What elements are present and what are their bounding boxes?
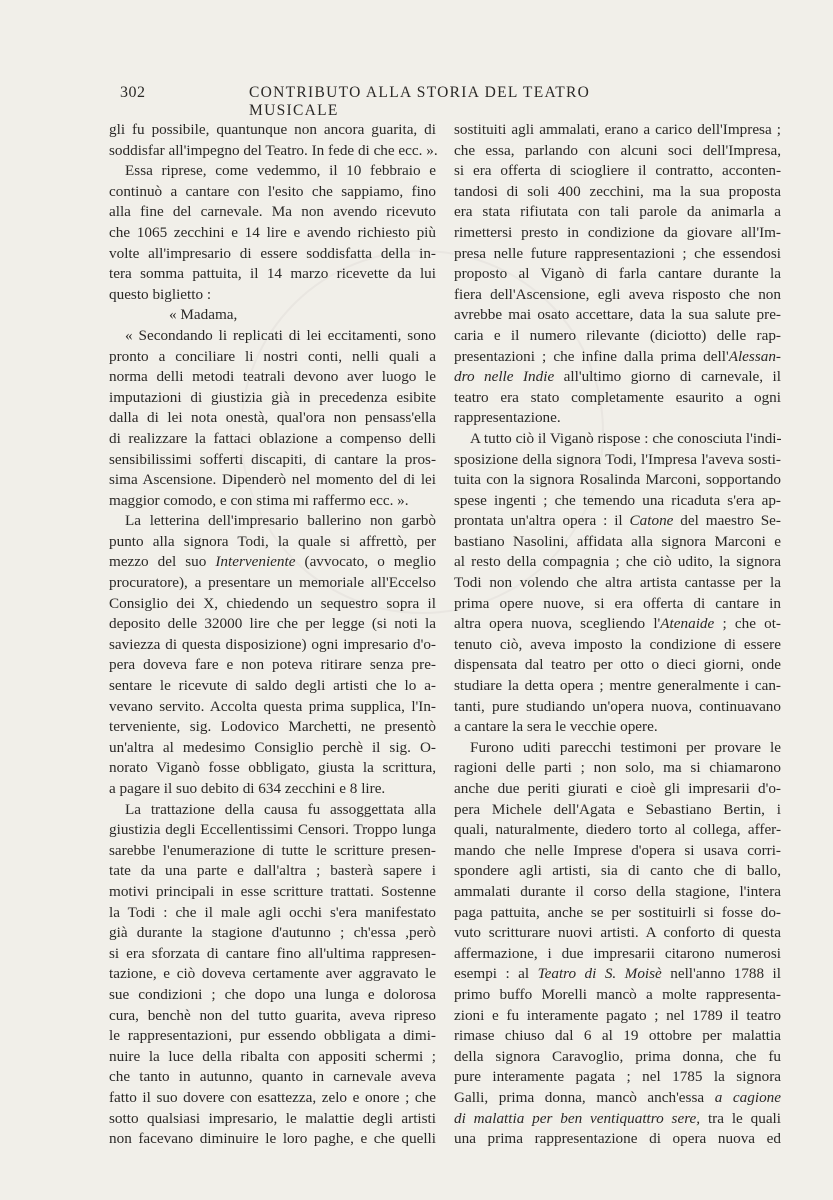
text-line <box>454 491 781 512</box>
text-line <box>109 450 436 471</box>
text-line <box>109 470 436 491</box>
text-line <box>109 861 436 882</box>
text-line <box>454 758 781 779</box>
text-segment: mando che nelle Imprese d'opera si usava corri- <box>454 841 781 859</box>
text-line <box>454 1067 781 1088</box>
text-line <box>109 738 436 759</box>
text-line <box>454 552 781 573</box>
text-segment: Furono uditi parecchi testimoni per provare le <box>470 738 781 756</box>
text-line <box>454 285 781 306</box>
text-segment: ammalati durante il corso della stagione, l'intera <box>454 882 781 900</box>
text-segment: le rappresentazioni, pur essendo obbligata a dimi- <box>109 1027 436 1045</box>
text-line <box>454 655 781 676</box>
text-segment: sima Ascensione. Dipenderò nel momento del di lei <box>109 471 436 489</box>
text-line <box>109 244 436 265</box>
text-segment: dispensata dal teatro per otto o dieci giorni, onde <box>454 656 781 674</box>
text-segment: vevano servito. Accolta questa prima supplica, l'In- <box>109 697 436 715</box>
text-line <box>109 532 436 553</box>
text-line <box>454 903 781 924</box>
italic-title: Interveniente <box>215 553 296 571</box>
text-line <box>109 779 436 800</box>
text-segment: tra le quali <box>700 1109 781 1127</box>
text-line <box>454 1109 781 1130</box>
text-segment: primo buffo Morelli mancò a molte rappresenta- <box>454 985 781 1003</box>
text-segment: fatto il suo dovere con esattezza, zelo e onore ; che <box>109 1088 436 1106</box>
text-segment: norato Viganò fosse obbligato, giusta la scrittura, <box>109 759 436 777</box>
italic-title: Alessan- <box>728 347 781 365</box>
text-segment: che 1065 zecchini e 14 lire e avendo richiesto più <box>109 223 436 241</box>
text-line <box>109 676 436 697</box>
text-line <box>454 367 781 388</box>
text-segment: che tanto in autunno, quanto in carnevale aveva <box>109 1068 436 1086</box>
text-segment: presa nelle future rappresentazioni ; che essendosi <box>454 244 781 262</box>
text-segment: alla fine del carnevale. Ma non avendo ricevuto <box>109 203 436 221</box>
text-line <box>109 408 436 429</box>
text-segment: a pagare il suo debito di 634 zecchini e 8 lire. <box>109 780 386 797</box>
text-line <box>109 985 436 1006</box>
text-line <box>454 841 781 862</box>
text-line <box>454 964 781 985</box>
text-segment: sentare le ricevute di saldo degli artisti che lo a- <box>109 677 436 695</box>
text-segment: tenuto ciò, aveva imposto la condizione di essere <box>454 635 781 653</box>
text-line <box>454 388 781 409</box>
text-segment: mezzo del suo <box>109 553 216 571</box>
text-segment: della signora Caravoglio, prima donna, che fu <box>454 1047 781 1065</box>
text-segment: La letterina dell'impresario ballerino non garbò <box>125 512 436 530</box>
text-segment: proposto al Viganò di farla cantare durante la <box>454 265 781 283</box>
text-segment: prima opere nuove, si era offerta di cantare in <box>454 594 781 612</box>
text-line <box>109 1129 436 1150</box>
text-segment: ragioni delle parti ; non solo, ma si chiamarono <box>454 759 781 777</box>
text-segment: continuò a cantare con l'esito che sappiamo, fino <box>109 182 436 200</box>
text-line <box>454 594 781 615</box>
text-line <box>109 594 436 615</box>
text-segment: procuratore), a presentare un memoriale all'Eccelso <box>109 574 436 592</box>
text-segment: una prima rappresentazione di opera nuova ed <box>454 1130 781 1148</box>
text-line <box>109 1088 436 1109</box>
text-line <box>109 182 436 203</box>
text-segment: saviezza di questa disposizione) ogni impresario d'o- <box>109 635 436 653</box>
text-line <box>454 923 781 944</box>
text-line <box>454 985 781 1006</box>
text-segment: Galli, prima donna, mancò anch'essa <box>454 1088 715 1106</box>
italic-title: dro nelle Indie <box>454 368 555 386</box>
text-segment: fiera dell'Ascensione, egli aveva risposto che non <box>454 285 781 303</box>
text-line <box>454 697 781 718</box>
text-segment: altra opera nuova, scegliendo l' <box>454 615 661 633</box>
text-line <box>109 635 436 656</box>
text-segment: sensibilissimi sofferti discapiti, di cantare la pros- <box>109 450 436 468</box>
text-segment: tanti, pure studiando un'opera nuova, continuavano <box>454 697 781 715</box>
text-segment: motivi principali in esse scritture trattati. Sostenne <box>109 882 436 900</box>
text-segment: rappresentazione. <box>454 409 561 427</box>
text-segment: tazione, e ciò doveva certamente aver aggravato le <box>109 965 436 983</box>
text-segment: zioni e fu interamente pagato ; nel 1789 il teatro <box>454 1006 781 1024</box>
text-line <box>109 1067 436 1088</box>
text-segment: A tutto ciò il Viganò rispose : che conosciuta l'indi- <box>470 429 782 447</box>
text-line <box>454 1088 781 1109</box>
text-segment: Todi non volendo che altra artista cantasse per la <box>454 574 781 592</box>
text-segment: Essa riprese, come vedemmo, il 10 febbraio e <box>125 162 436 180</box>
italic-title: Catone <box>629 512 674 530</box>
text-segment: vuto scritturare nuovi artisti. A conforto di questa <box>454 924 781 942</box>
text-segment: tandosi di soli 400 zecchini, ma la sua proposta <box>454 182 781 200</box>
text-segment: soddisfar all'impegno del Teatro. In fede di che ecc. ». <box>109 141 438 159</box>
text-segment: anche due periti giurati e cioè gli impresarii d'o- <box>454 780 781 797</box>
text-line <box>109 923 436 944</box>
text-line <box>109 614 436 635</box>
text-line <box>454 882 781 903</box>
text-line <box>454 202 781 223</box>
text-segment: bastiano Nasolini, affidata alla signora Marconi e <box>454 532 781 550</box>
text-segment: esempi : al <box>454 965 538 983</box>
text-segment: affermazione, i due impresarii citarono numerosi <box>454 944 781 962</box>
text-line <box>454 779 781 800</box>
text-line <box>454 820 781 841</box>
text-segment: « Madama, <box>169 306 238 324</box>
text-line <box>109 429 436 450</box>
text-line <box>109 944 436 965</box>
text-line <box>454 1047 781 1068</box>
text-segment: si era sforzata di cantare fino all'ultima rappresen- <box>109 944 436 962</box>
text-line <box>109 820 436 841</box>
page-number: 302 <box>120 84 146 101</box>
page-header <box>120 84 641 119</box>
text-segment: pera Michele dell'Agata e Sebastiano Bertin, i <box>454 800 781 818</box>
text-segment: (avvocato, o meglio <box>295 553 436 571</box>
text-segment: di realizzare la fattaci oblazione a compenso delli <box>109 429 436 447</box>
text-line <box>109 305 436 326</box>
text-segment: Consiglio dei X, chiedendo un sequestro sopra il <box>109 594 436 612</box>
text-line <box>109 841 436 862</box>
text-line <box>454 305 781 326</box>
text-line <box>109 511 436 532</box>
text-line <box>454 347 781 368</box>
text-line <box>109 120 436 141</box>
text-segment: gli fu possibile, quantunque non ancora guarita, di <box>109 121 436 138</box>
text-line <box>454 244 781 265</box>
text-line <box>454 450 781 471</box>
text-segment: tate da una parte e dall'altra ; basterà sapere i <box>109 862 436 880</box>
text-segment: La trattazione della causa fu assoggettata alla <box>125 800 436 818</box>
text-segment: nell'anno 1788 il <box>661 965 781 983</box>
text-segment: rimase chiuso dal 6 al 19 ottobre per malattia <box>454 1027 781 1045</box>
text-segment: pera doveva fare e non poteva ritirare senza pre- <box>109 656 436 674</box>
text-segment: avrebbe mai osato accettare, data la sua salute pre- <box>454 306 781 324</box>
text-line <box>109 573 436 594</box>
text-segment: paga pattuita, anche se per sostituirli si fosse do- <box>454 903 781 921</box>
text-line <box>454 264 781 285</box>
text-line <box>109 141 436 162</box>
text-segment: sposizione della signora Todi, l'Impresa l'aveva sosti- <box>454 450 781 468</box>
text-segment: tera somma pattuita, il 14 marzo ricevette da lui <box>109 265 436 283</box>
text-segment: la Todi : che il male agli occhi s'era manifestato <box>109 903 436 921</box>
text-segment: caria e il numero rilevante (diciotto) delle rap- <box>454 326 781 344</box>
text-segment: dalla di lei nota onestà, qual'ora non pensass'ella <box>109 409 436 427</box>
text-line <box>109 964 436 985</box>
text-line <box>454 800 781 821</box>
text-line <box>454 1129 781 1150</box>
text-line <box>109 326 436 347</box>
text-segment: sostituiti agli ammalati, erano a carico dell'Impresa ; <box>454 121 781 138</box>
text-line <box>454 614 781 635</box>
text-segment: « Secondando li replicati di lei eccitamenti, sono <box>125 326 436 344</box>
text-segment: teatro era stato completamente esaurito a ogni <box>454 388 781 406</box>
text-line <box>454 861 781 882</box>
text-segment: al resto della compagnia ; che ciò udito, la signora <box>454 553 781 571</box>
text-segment: maggior comodo, e con stima mi raffermo ecc. ». <box>109 491 409 509</box>
text-line <box>109 697 436 718</box>
text-line <box>454 470 781 491</box>
text-segment: questo biglietto : <box>109 285 212 303</box>
text-line <box>109 1109 436 1130</box>
text-line <box>109 285 436 306</box>
text-segment: era stata rifiutata con tali parole da animarla a <box>454 203 781 221</box>
text-segment: si era offerta di sciogliere il contratto, acconten- <box>454 162 781 180</box>
text-line <box>454 141 781 162</box>
text-line <box>454 573 781 594</box>
text-segment: giustizia degli Eccellentissimi Censori. Troppo lunga <box>109 821 436 839</box>
text-segment: punto alla signora Todi, la quale si affrettò, per <box>109 532 436 550</box>
running-title: CONTRIBUTO ALLA STORIA DEL TEATRO MUSICALE <box>249 84 591 119</box>
text-line <box>454 1006 781 1027</box>
text-segment: tuita con la signora Rosalinda Marconi, sopportando <box>454 471 781 489</box>
text-line <box>454 408 781 429</box>
right-text-column <box>454 120 781 1150</box>
text-segment: spese ingenti ; che temendo una ricaduta s'era ap- <box>454 491 781 509</box>
text-segment: nuire la luce della ribalta con appositi schermi ; <box>109 1047 436 1065</box>
italic-title: Teatro di S. Moisè <box>537 965 662 983</box>
text-segment: non facevano diminuire le loro paghe, e che quelli <box>109 1130 436 1148</box>
text-line <box>109 903 436 924</box>
text-line <box>454 120 781 141</box>
text-segment: rimettersi presto in condizione da giovare all'Im- <box>454 223 781 241</box>
text-segment: cura, benchè non del tutto guarita, aveva ripreso <box>109 1006 436 1024</box>
text-line <box>109 347 436 368</box>
left-text-column <box>109 120 436 1150</box>
text-segment: sarebbe l'enumerazione di tutte le scritture presen- <box>109 841 436 859</box>
text-line <box>454 1026 781 1047</box>
text-line <box>109 161 436 182</box>
text-line <box>109 491 436 512</box>
text-segment: presentazioni ; che infine dalla prima dell' <box>454 347 729 365</box>
text-line <box>454 944 781 965</box>
text-segment: che essa, parlando con alcuni soci dell'Impresa, <box>454 141 781 159</box>
text-segment: pronto a conciliare li nostri conti, nelli quali a <box>109 347 436 365</box>
text-segment: deposito delle 32000 lire che per legge (si noti la <box>109 615 436 633</box>
text-line <box>109 264 436 285</box>
text-segment: ; che ot- <box>714 615 781 633</box>
italic-title: a cagione <box>714 1088 781 1106</box>
text-segment: spondere agli artisti, sia di canto che di ballo, <box>454 862 781 880</box>
text-line <box>454 223 781 244</box>
text-line <box>109 202 436 223</box>
text-line <box>109 800 436 821</box>
text-line <box>454 326 781 347</box>
text-segment: volte all'impresario di essere soddisfatta della in- <box>109 244 436 262</box>
text-segment: terveniente, sig. Lodovico Marchetti, ne presentò <box>109 718 436 736</box>
text-segment: sue condizioni ; che dopo una lunga e dolorosa <box>109 985 436 1003</box>
text-segment: sotto qualsiasi impresario, le malattie degli artisti <box>109 1109 436 1127</box>
text-line <box>454 532 781 553</box>
text-segment: a cantare la sera le vecchie opere. <box>454 718 658 736</box>
text-segment: imputazioni di giustizia già in precedenza esibite <box>109 388 436 406</box>
text-line <box>109 1026 436 1047</box>
text-line <box>454 161 781 182</box>
text-line <box>109 758 436 779</box>
text-line <box>109 1047 436 1068</box>
text-segment: un'altra al medesimo Consiglio perchè il sig. O- <box>109 738 436 756</box>
text-line <box>109 882 436 903</box>
text-line <box>454 738 781 759</box>
text-line <box>454 182 781 203</box>
text-line <box>454 676 781 697</box>
text-segment: prontata un'altra opera : il <box>454 512 630 530</box>
text-segment: quali, naturalmente, diedero torto al collega, affer- <box>454 821 781 839</box>
text-line <box>109 1006 436 1027</box>
text-line <box>109 388 436 409</box>
text-line <box>109 552 436 573</box>
italic-title: Atenaide <box>660 615 715 633</box>
italic-title: di malattia per ben ventiquattro sere, <box>454 1109 701 1127</box>
text-line <box>454 635 781 656</box>
text-segment: pure interamente pagata ; nel 1785 la signora <box>454 1068 781 1086</box>
text-line <box>454 717 781 738</box>
text-line <box>454 511 781 532</box>
text-line <box>454 429 781 450</box>
text-line <box>109 655 436 676</box>
text-line <box>109 367 436 388</box>
text-segment: studiare la detta opera ; mentre generalmente i can- <box>454 677 781 695</box>
text-segment: all'ultimo giorno di carnevale, il <box>554 368 781 386</box>
text-segment: già durante la stagione d'autunno ; ch'essa ,però <box>109 924 436 942</box>
text-line <box>109 717 436 738</box>
text-segment: norma delli metodi teatrali devono aver luogo le <box>109 368 436 386</box>
text-segment: del maestro Se- <box>673 512 781 530</box>
text-line <box>109 223 436 244</box>
